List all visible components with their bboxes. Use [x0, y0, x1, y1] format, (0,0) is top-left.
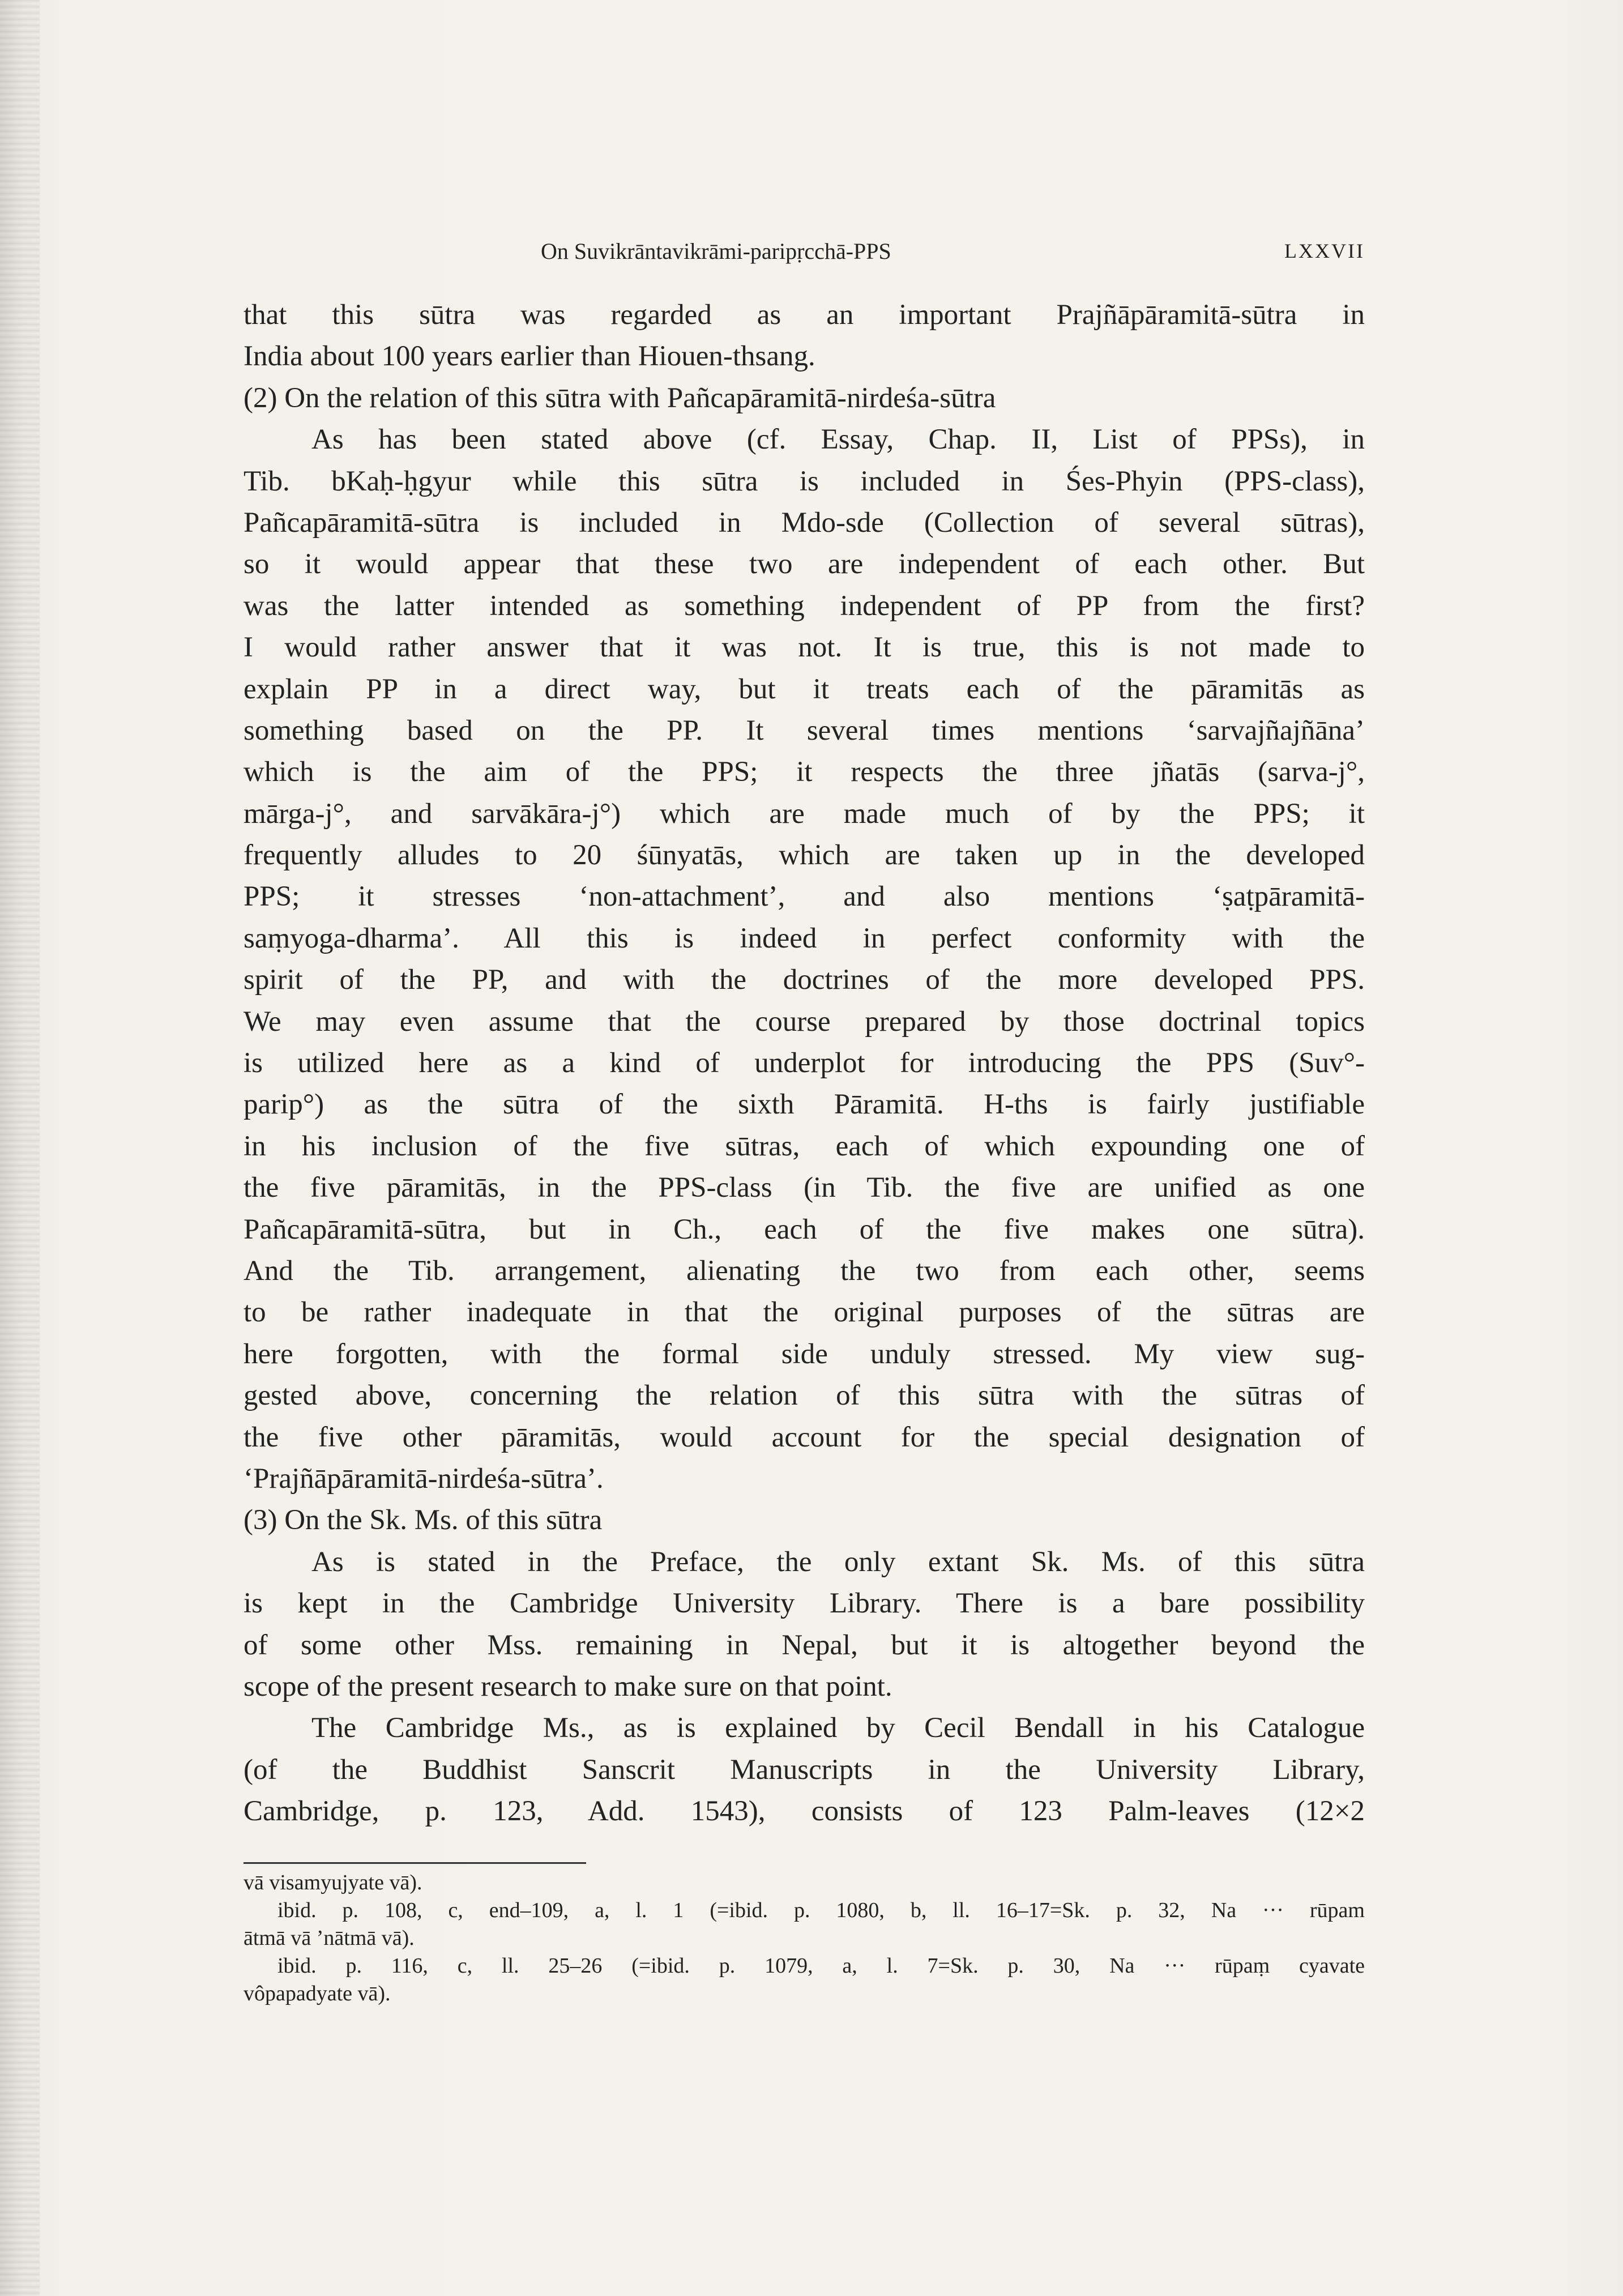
text-line: Pañcapāramitā-sūtra is included in Mdo-sde (Collection of several sūtras),: [244, 506, 1365, 539]
body-text: [244, 295, 1365, 1832]
text-line: the five other pāramitās, would account for the special designation of: [244, 1421, 1365, 1453]
text-line: explain PP in a direct way, but it treats each of the pāramitās as: [244, 673, 1365, 705]
text-line: was the latter intended as something independent of PP from the first?: [244, 590, 1365, 622]
text-line: Tib. bKaḥ-ḥgyur while this sūtra is included in Śes-Phyin (PPS-class),: [244, 465, 1365, 497]
text-line: As has been stated above (cf. Essay, Chap. II, List of PPSs), in: [311, 424, 1365, 456]
page-header: [244, 238, 1365, 272]
text-line: As is stated in the Preface, the only extant Sk. Ms. of this sūtra: [311, 1546, 1365, 1578]
footnote-line: ātmā vā ’nātmā vā).: [244, 1926, 415, 1950]
text-line: And the Tib. arrangement, alienating the two from each other, seems: [244, 1254, 1365, 1287]
footnote-line: vôpapadyate vā).: [244, 1982, 391, 2005]
footnote-line: ibid. p. 116, c, ll. 25–26 (=ibid. p. 1079, a, l. 7=Sk. p. 30, Na ··· rūpaṃ cyavate: [277, 1954, 1365, 1978]
text-line: PPS; it stresses ‘non-attachment’, and also mentions ‘ṣaṭpāramitā-: [244, 881, 1365, 913]
text-line: gested above, concerning the relation of this sūtra with the sūtras of: [244, 1380, 1365, 1412]
section-heading: (3) On the Sk. Ms. of this sūtra: [244, 1504, 603, 1537]
text-line: mārga-j°, and sarvākāra-j°) which are made much of by the PPS; it: [244, 797, 1365, 830]
footnote-line: ibid. p. 108, c, end–109, a, l. 1 (=ibid. p. 1080, b, ll. 16–17=Sk. p. 32, Na ··· rūpam: [277, 1898, 1365, 1922]
text-line: here forgotten, with the formal side unduly stressed. My view sug-: [244, 1338, 1365, 1370]
text-line: the five pāramitās, in the PPS-class (in Tib. the five are unified as one: [244, 1172, 1365, 1204]
text-line: of some other Mss. remaining in Nepal, but it is altogether beyond the: [244, 1629, 1365, 1661]
page-number: LXXVII: [1284, 240, 1365, 262]
text-line: ‘Prajñāpāramitā-nirdeśa-sūtra’.: [244, 1462, 604, 1495]
text-line: (of the Buddhist Sanscrit Manuscripts in the University Library,: [244, 1753, 1365, 1786]
text-line: scope of the present research to make sure on that point.: [244, 1670, 892, 1702]
footnote-line: vā visamyujyate vā).: [244, 1871, 422, 1894]
text-line: is kept in the Cambridge University Library. There is a bare possibility: [244, 1587, 1365, 1620]
footnotes: [244, 1869, 1365, 2008]
text-line: We may even assume that the course prepared by those doctrinal topics: [244, 1005, 1365, 1038]
text-line: something based on the PP. It several times mentions ‘sarvajñajñāna’: [244, 714, 1365, 746]
text-line: which is the aim of the PPS; it respects the three jñatās (sarva-j°,: [244, 756, 1365, 788]
footnote-divider: [244, 1862, 586, 1864]
running-title: On Suvikrāntavikrāmi-paripṛcchā-PPS: [541, 238, 891, 264]
text-line: is utilized here as a kind of underplot for introducing the PPS (Suv°-: [244, 1047, 1365, 1079]
text-line: Cambridge, p. 123, Add. 1543), consists of 123 Palm-leaves (12×2: [244, 1795, 1365, 1828]
text-line: frequently alludes to 20 śūnyatās, which are taken up in the developed: [244, 839, 1365, 872]
text-line: The Cambridge Ms., as is explained by Cecil Bendall in his Catalogue: [311, 1712, 1365, 1744]
text-line: in his inclusion of the five sūtras, each of which expounding one of: [244, 1130, 1365, 1162]
text-line: to be rather inadequate in that the original purposes of the sūtras are: [244, 1296, 1365, 1329]
text-line: so it would appear that these two are independent of each other. But: [244, 548, 1365, 581]
text-line: I would rather answer that it was not. It is true, this is not made to: [244, 631, 1365, 664]
text-line: spirit of the PP, and with the doctrines of the more developed PPS.: [244, 964, 1365, 996]
text-line: India about 100 years earlier than Hiouen-thsang.: [244, 340, 815, 373]
text-line: that this sūtra was regarded as an important Prajñāpāramitā-sūtra in: [244, 299, 1365, 331]
section-heading: (2) On the relation of this sūtra with Pañcapāramitā-nirdeśa-sūtra: [244, 382, 996, 414]
scan-spine-shadow: [0, 0, 40, 2296]
text-line: Pañcapāramitā-sūtra, but in Ch., each of the five makes one sūtra).: [244, 1213, 1365, 1245]
text-line: parip°) as the sūtra of the sixth Pāramitā. H-ths is fairly justifiable: [244, 1089, 1365, 1121]
text-line: saṃyoga-dharma’. All this is indeed in perfect conformity with the: [244, 922, 1365, 954]
